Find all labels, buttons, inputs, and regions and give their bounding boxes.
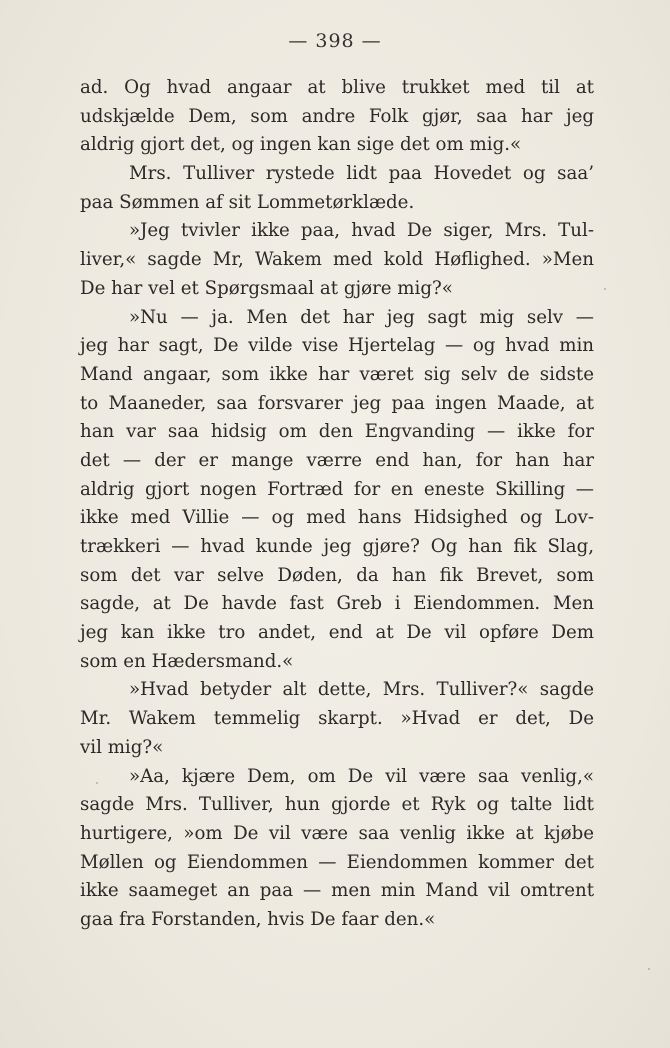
text-line: ikke med Villie — og med hans Hidsighed og Lov- xyxy=(80,507,594,529)
text-line: Mr. Wakem temmelig skarpt. »Hvad er det, De xyxy=(80,708,594,730)
paper-speck xyxy=(648,968,650,970)
text-line: »Jeg tvivler ikke paa, hvad De siger, Mrs. Tul- xyxy=(129,220,594,242)
text-line: De har vel et Spørgsmaal at gjøre mig?« xyxy=(80,277,453,299)
text-line: som det var selve Døden, da han fik Brevet, som xyxy=(80,564,594,586)
text-line: ikke saameget an paa — men min Mand vil omtrent xyxy=(80,880,594,902)
text-line: han var saa hidsig om den Engvanding — ikke for xyxy=(80,421,594,443)
paper-speck xyxy=(604,288,606,290)
text-line: gaa fra Forstanden, hvis De faar den.« xyxy=(80,908,436,930)
text-line: jeg har sagt, De vilde vise Hjertelag — og hvad min xyxy=(80,335,594,357)
text-line: som en Hædersmand.« xyxy=(80,650,294,672)
paper-speck xyxy=(96,782,98,784)
text-line: jeg kan ikke tro andet, end at De vil opføre Dem xyxy=(80,622,594,644)
text-line: aldrig gjort nogen Fortræd for en eneste Skilling — xyxy=(80,478,594,500)
text-line: sagde, at De havde fast Greb i Eiendommen. Men xyxy=(80,593,594,615)
text-line: Mand angaar, som ikke har været sig selv de sidste xyxy=(80,363,594,385)
body-text xyxy=(80,74,594,935)
text-line: »Aa, kjære Dem, om De vil være saa venlig,« xyxy=(129,765,594,787)
text-line: sagde Mrs. Tulliver, hun gjorde et Ryk og talte lidt xyxy=(80,794,594,816)
text-line: Mrs. Tulliver rystede lidt paa Hovedet og saa’ xyxy=(129,163,594,185)
text-line: trækkeri — hvad kunde jeg gjøre? Og han fik Slag, xyxy=(80,536,594,557)
text-line: liver,« sagde Mr, Wakem med kold Høflighed. »Men xyxy=(80,249,594,271)
text-line: ad. Og hvad angaar at blive trukket med til at xyxy=(80,77,594,98)
text-line: det — der er mange værre end han, for han har xyxy=(80,449,594,471)
text-line: hurtigere, »om De vil være saa venlig ikke at kjøbe xyxy=(80,822,594,844)
text-line: vil mig?« xyxy=(80,736,164,758)
text-line: udskjælde Dem, som andre Folk gjør, saa har jeg xyxy=(80,105,594,127)
text-line: aldrig gjort det, og ingen kan sige det om mig.« xyxy=(80,134,522,156)
text-line: Møllen og Eiendommen — Eiendommen kommer det xyxy=(80,851,594,873)
page-number: — 398 — xyxy=(288,30,382,52)
text-line: »Hvad betyder alt dette, Mrs. Tulliver?« sagde xyxy=(129,679,594,701)
text-line: »Nu — ja. Men det har jeg sagt mig selv — xyxy=(129,306,594,328)
text-line: to Maaneder, saa forsvarer jeg paa ingen Maade, at xyxy=(80,392,594,414)
text-line: paa Sømmen af sit Lommetørklæde. xyxy=(80,191,415,213)
